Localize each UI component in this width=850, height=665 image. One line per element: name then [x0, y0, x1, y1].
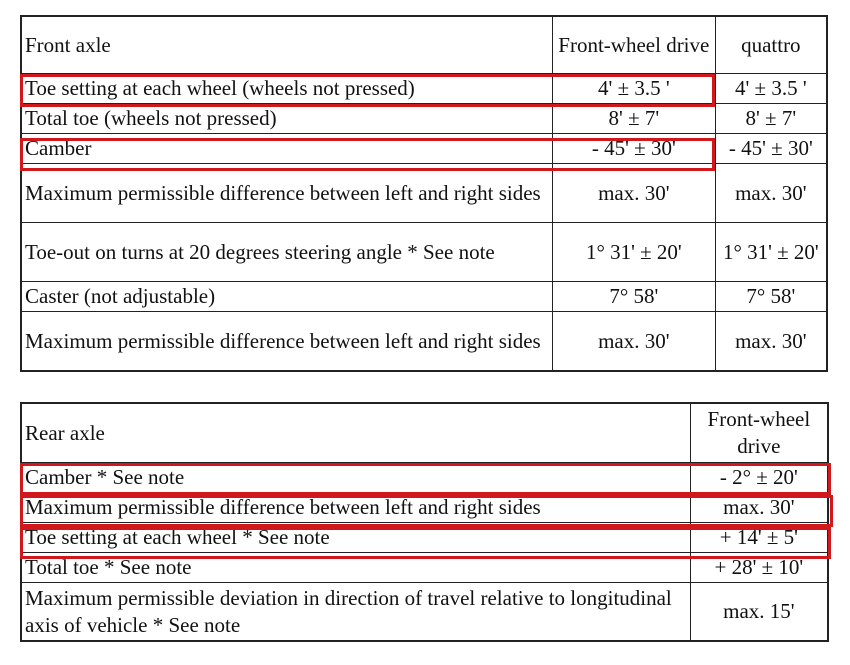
row-label: Maximum permissible difference between left and right sides: [21, 164, 553, 223]
row-label: Camber: [21, 134, 553, 164]
value-fwd: max. 15': [690, 583, 828, 642]
value-quattro: 8' ± 7': [715, 104, 827, 134]
front-row-caster: [21, 282, 827, 312]
front-axle-header-row: [21, 16, 827, 74]
value-fwd: - 2° ± 20': [690, 463, 828, 493]
rear-axle-title: Rear axle: [21, 403, 690, 463]
rear-axle-header-row: [21, 403, 828, 463]
value-quattro: max. 30': [715, 164, 827, 223]
front-row-toe-setting: [21, 74, 827, 104]
row-label: Camber * See note: [21, 463, 690, 493]
value-fwd: 1° 31' ± 20': [553, 223, 716, 282]
rear-row-camber: [21, 463, 828, 493]
front-row-max-difference-caster: [21, 312, 827, 372]
value-fwd: max. 30': [553, 312, 716, 372]
front-axle-table: [20, 15, 828, 372]
row-label: Maximum permissible difference between left and right sides: [21, 312, 553, 372]
front-row-total-toe: [21, 104, 827, 134]
row-label: Total toe (wheels not pressed): [21, 104, 553, 134]
value-fwd: max. 30': [553, 164, 716, 223]
value-fwd: - 45' ± 30': [553, 134, 716, 164]
value-fwd: + 14' ± 5': [690, 523, 828, 553]
value-fwd: 4' ± 3.5 ': [553, 74, 716, 104]
front-row-max-difference: [21, 164, 827, 223]
rear-row-toe-setting: [21, 523, 828, 553]
row-label: Caster (not adjustable): [21, 282, 553, 312]
value-fwd: + 28' ± 10': [690, 553, 828, 583]
value-quattro: 4' ± 3.5 ': [715, 74, 827, 104]
value-quattro: max. 30': [715, 312, 827, 372]
value-fwd: 7° 58': [553, 282, 716, 312]
row-label: Toe-out on turns at 20 degrees steering angle * See note: [21, 223, 553, 282]
front-col-header-quattro: quattro: [715, 16, 827, 74]
rear-row-max-deviation: [21, 583, 828, 642]
front-col-header-fwd: Front-wheel drive: [553, 16, 716, 74]
front-row-toe-out-on-turns: [21, 223, 827, 282]
value-quattro: 7° 58': [715, 282, 827, 312]
row-label: Toe setting at each wheel (wheels not pressed): [21, 74, 553, 104]
front-axle-title: Front axle: [21, 16, 553, 74]
row-label: Maximum permissible difference between left and right sides: [21, 493, 690, 523]
value-fwd: max. 30': [690, 493, 828, 523]
value-quattro: 1° 31' ± 20': [715, 223, 827, 282]
front-row-camber: [21, 134, 827, 164]
row-label: Maximum permissible deviation in direction of travel relative to longitudinal axis of vehicle * See note: [21, 583, 690, 642]
value-quattro: - 45' ± 30': [715, 134, 827, 164]
row-label: Toe setting at each wheel * See note: [21, 523, 690, 553]
rear-axle-table: [20, 402, 829, 642]
rear-row-total-toe: [21, 553, 828, 583]
row-label: Total toe * See note: [21, 553, 690, 583]
rear-col-header-fwd: Front-wheel drive: [690, 403, 828, 463]
value-fwd: 8' ± 7': [553, 104, 716, 134]
rear-row-max-difference: [21, 493, 828, 523]
